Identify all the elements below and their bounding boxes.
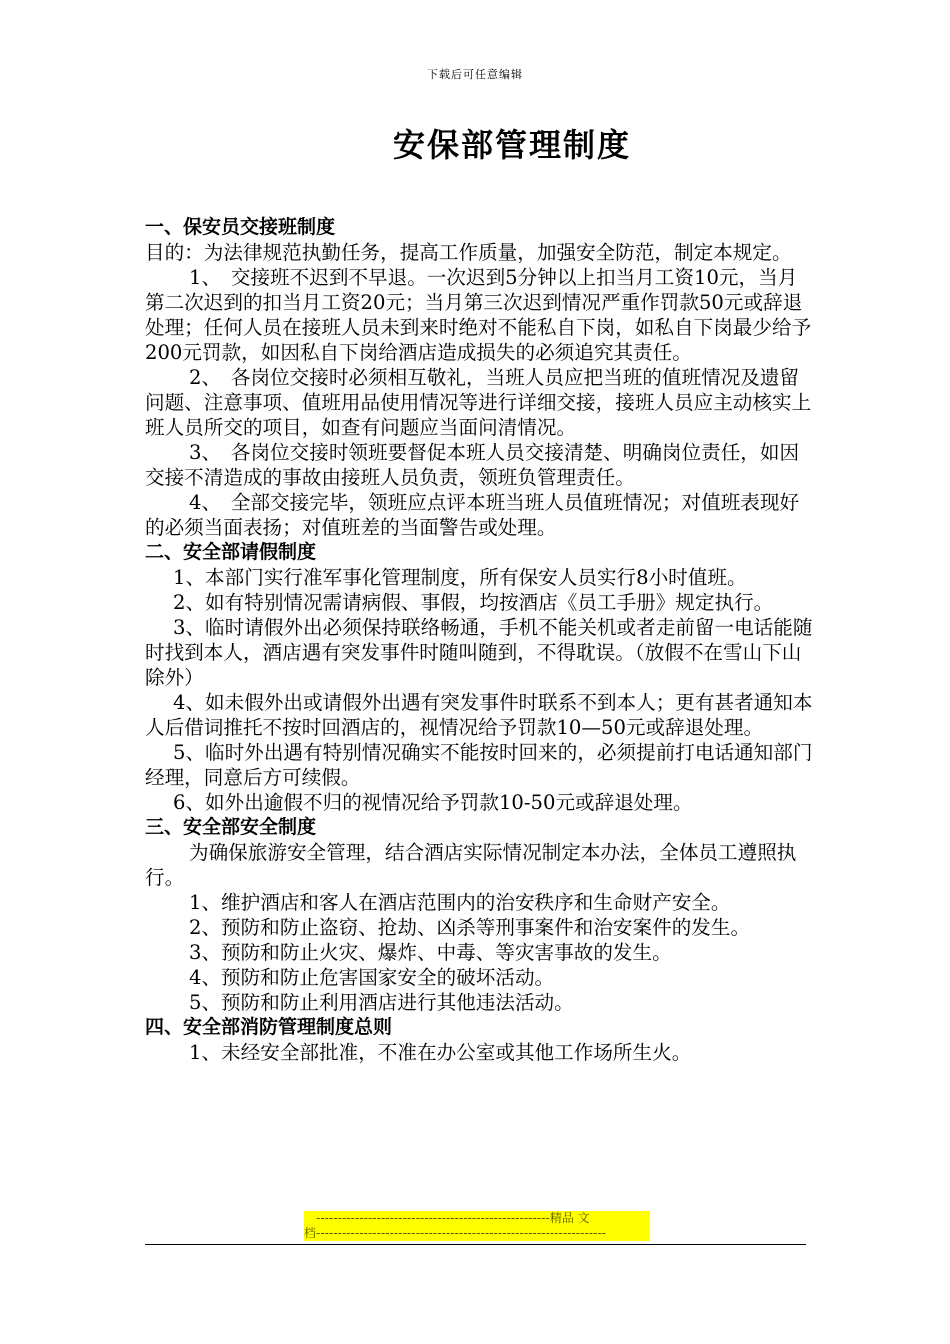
section-heading: 三、安全部安全制度	[145, 816, 317, 838]
paragraph: 4、如未假外出或请假外出遇有突发事件时联系不到本人；更有甚者通知本人后借词推托不按时回酒店的，视情况给予罚款10—50元或辞退处理。	[145, 691, 813, 739]
paragraph: 4、预防和防止危害国家安全的破坏活动。	[189, 966, 555, 989]
paragraph: 目的：为法律规范执勤任务，提高工作质量，加强安全防范，制定本规定。	[145, 241, 792, 264]
paragraph: 2、预防和防止盗窃、抢劫、凶杀等刑事案件和治安案件的发生。	[189, 916, 751, 939]
section-heading: 一、保安员交接班制度	[145, 216, 336, 238]
footer-watermark-band	[304, 1211, 650, 1241]
paragraph: 3、预防和防止火灾、爆炸、中毒、等灾害事故的发生。	[189, 941, 672, 964]
paragraph: 1、未经安全部批准，不准在办公室或其他工作场所生火。	[189, 1041, 692, 1064]
paragraph: 1、本部门实行准军事化管理制度，所有保安人员实行8小时值班。	[173, 566, 747, 589]
paragraph: 为确保旅游安全管理，结合酒店实际情况制定本办法，全体员工遵照执行。	[145, 841, 797, 889]
paragraph: 5、预防和防止利用酒店进行其他违法活动。	[189, 991, 574, 1014]
section-heading: 四、安全部消防管理制度总则	[145, 1016, 393, 1038]
footer-line-2: 档-------------------------------------------------------------------	[304, 1226, 607, 1240]
paragraph: 4、 全部交接完毕，领班应点评本班当班人员值班情况；对值班表现好的必须当面表扬；对值班差的当面警告或处理。	[145, 491, 800, 539]
document-body	[145, 215, 813, 1065]
paragraph: 1、 交接班不迟到不早退。一次迟到5分钟以上扣当月工资10元，当月第二次迟到的扣当月工资20元；当月第三次迟到情况严重作罚款50元或辞退处理；任何人员在接班人员未到来时绝对不能私自下岗，如私自下岗最少给予200元罚款，如因私自下岗给酒店造成损失的必须追究其责任。	[145, 266, 812, 364]
footer-rule	[145, 1244, 806, 1245]
paragraph: 2、如有特别情况需请病假、事假，均按酒店《员工手册》规定执行。	[173, 591, 774, 614]
document-title: 安保部管理制度	[392, 126, 631, 164]
paragraph: 1、维护酒店和客人在酒店范围内的治安秩序和生命财产安全。	[189, 891, 731, 914]
paragraph: 3、临时请假外出必须保持联络畅通，手机不能关机或者走前留一电话能随时找到本人，酒店遇有突发事件时随叫随到，不得耽误。（放假不在雪山下山除外）	[145, 616, 813, 689]
footer-line-1: ------------------------------------------------------精品 文	[316, 1211, 590, 1225]
paragraph: 3、 各岗位交接时领班要督促本班人员交接清楚、明确岗位责任，如因交接不清造成的事故由接班人员负责，领班负管理责任。	[145, 441, 800, 489]
section-heading: 二、安全部请假制度	[145, 541, 317, 563]
paragraph: 6、如外出逾假不归的视情况给予罚款10-50元或辞退处理。	[173, 791, 693, 814]
header-note: 下载后可任意编辑	[427, 68, 523, 81]
paragraph: 2、 各岗位交接时必须相互敬礼，当班人员应把当班的值班情况及遗留问题、注意事项、值班用品使用情况等进行详细交接，接班人员应主动核实上班人员所交的项目，如查有问题应当面问清情况。	[145, 366, 812, 439]
paragraph: 5、临时外出遇有特别情况确实不能按时回来的，必须提前打电话通知部门经理，同意后方可续假。	[145, 741, 813, 789]
